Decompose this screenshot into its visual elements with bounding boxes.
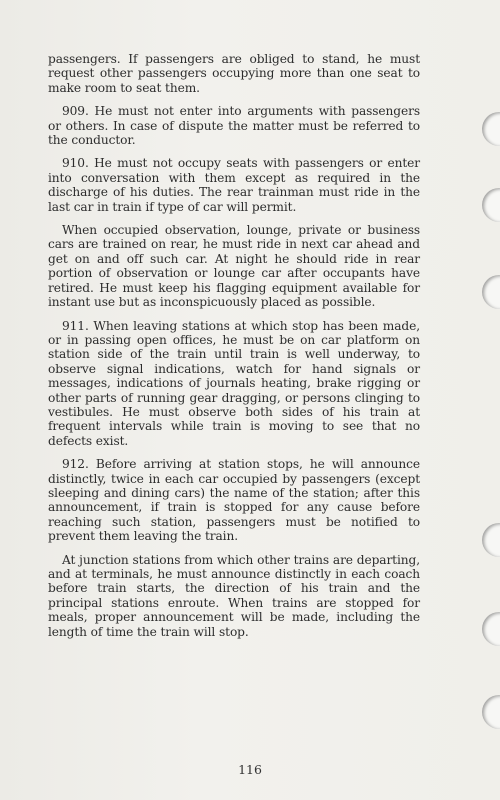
paragraph-rule-910: 910. He must not occupy seats with passengers or enter into conversation with them except as required in the discharge of his duties. The rear trainman must ride in the last car in train if type of car will permit. [48, 156, 420, 214]
paragraph-continued: passengers. If passengers are obliged to stand, he must request other passengers occupying more than one seat to make room to seat them. [48, 52, 420, 95]
binder-hole-1 [482, 112, 500, 146]
paragraph-rule-909: 909. He must not enter into arguments with passengers or others. In case of dispute the matter must be referred to the conductor. [48, 104, 420, 148]
paragraph-observation-cars: When occupied observation, lounge, private or business cars are trained on rear, he must ride in next car ahead and get on and off such car. At night he should ride in rear portion of observation or lounge car after occupants have retired. He must keep his flagging equipment available for instant use but as inconspicuously placed as possible. [48, 223, 420, 310]
body-text [48, 52, 420, 648]
binder-hole-3 [482, 275, 500, 309]
binder-hole-4 [482, 523, 500, 557]
binder-hole-2 [482, 188, 500, 222]
paragraph-junction-stations: At junction stations from which other trains are departing, and at terminals, he must announce distinctly in each coach before train starts, the direction of his train and the principal stations enroute. When trains are stopped for meals, proper announcement will be made, including the length of time the train will stop. [48, 552, 420, 639]
paragraph-rule-911: 911. When leaving stations at which stop has been made, or in passing open offices, he must be on car platform on station side of the train until train is well underway, to observe signal indications, watch for hand signals or messages, indications of journals heating, brake rigging or other parts of running gear dragging, or persons clinging to vestibules. He must observe both sides of his train at frequent intervals while train is moving to see that no defects exist. [48, 318, 420, 448]
binder-hole-5 [482, 612, 500, 646]
binder-hole-6 [482, 695, 500, 729]
paragraph-rule-912: 912. Before arriving at station stops, he will announce distinctly, twice in each car occupied by passengers (except sleeping and dining cars) the name of the station; after this announcement, if train is stopped for any cause before reaching such station, passengers must be notified to prevent them leaving the train. [48, 457, 420, 544]
page-number: 116 [238, 762, 262, 777]
